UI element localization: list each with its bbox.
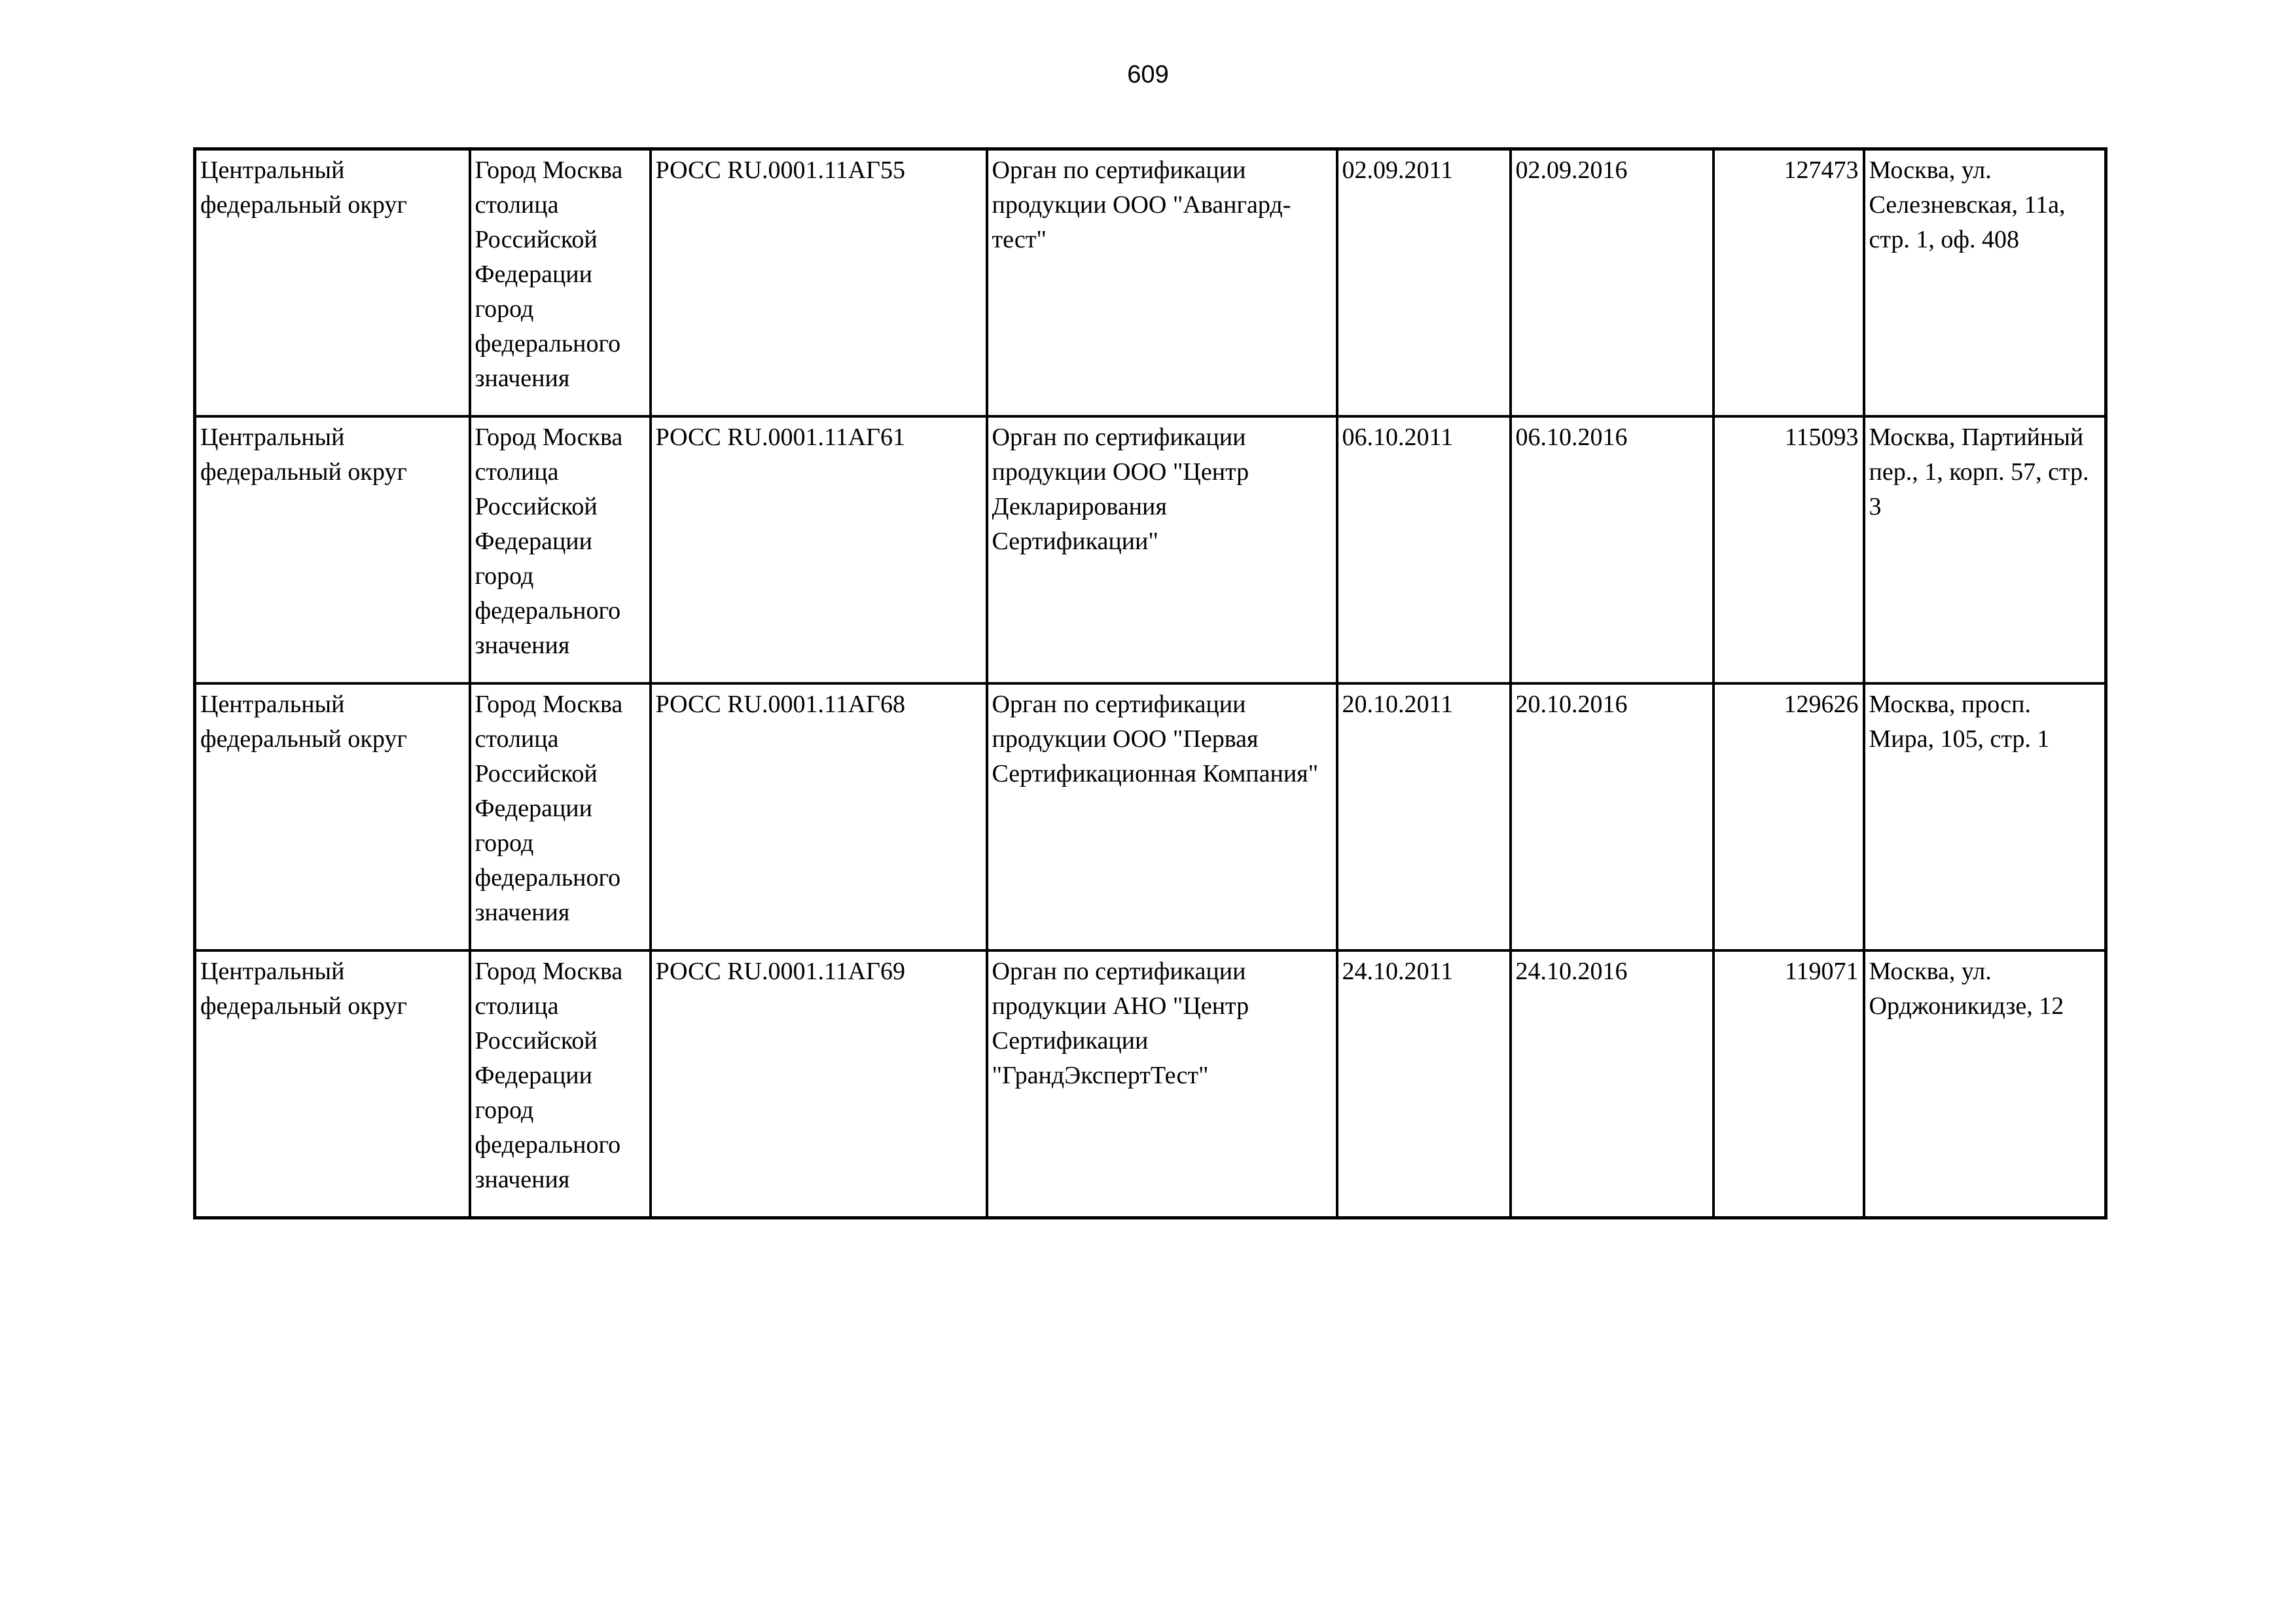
date-from-cell: 06.10.2011 <box>1337 416 1511 683</box>
registration-number-cell: РОСС RU.0001.11АГ55 <box>651 149 987 417</box>
address-cell: Москва, ул. Селезневская, 11а, стр. 1, оф. 408 <box>1864 149 2106 417</box>
postcode-cell: 129626 <box>1713 683 1864 950</box>
certification-bodies-table <box>193 147 2108 1219</box>
registration-number-cell: РОСС RU.0001.11АГ68 <box>651 683 987 950</box>
postcode-cell: 115093 <box>1713 416 1864 683</box>
organization-cell: Орган по сертификации продукции ООО "Авангард-тест" <box>987 149 1337 417</box>
table-row <box>195 149 2106 417</box>
district-cell: Центральный федеральный округ <box>195 950 470 1218</box>
organization-cell: Орган по сертификации продукции АНО "Центр Сертификации "ГрандЭкспертТест" <box>987 950 1337 1218</box>
organization-cell: Орган по сертификации продукции ООО "Центр Декларирования Сертификации" <box>987 416 1337 683</box>
date-to-cell: 06.10.2016 <box>1511 416 1713 683</box>
table-row <box>195 416 2106 683</box>
date-to-cell: 20.10.2016 <box>1511 683 1713 950</box>
address-cell: Москва, Партийный пер., 1, корп. 57, стр. 3 <box>1864 416 2106 683</box>
district-cell: Центральный федеральный округ <box>195 416 470 683</box>
district-cell: Центральный федеральный округ <box>195 149 470 417</box>
page-number: 609 <box>1127 61 1169 88</box>
postcode-cell: 119071 <box>1713 950 1864 1218</box>
table-row <box>195 683 2106 950</box>
postcode-cell: 127473 <box>1713 149 1864 417</box>
date-from-cell: 24.10.2011 <box>1337 950 1511 1218</box>
date-from-cell: 20.10.2011 <box>1337 683 1511 950</box>
region-cell: Город Москва столица Российской Федерации город федерального значения <box>470 416 651 683</box>
table-row <box>195 950 2106 1218</box>
district-cell: Центральный федеральный округ <box>195 683 470 950</box>
registration-number-cell: РОСС RU.0001.11АГ69 <box>651 950 987 1218</box>
date-from-cell: 02.09.2011 <box>1337 149 1511 417</box>
organization-cell: Орган по сертификации продукции ООО "Первая Сертификационная Компания" <box>987 683 1337 950</box>
date-to-cell: 24.10.2016 <box>1511 950 1713 1218</box>
registration-number-cell: РОСС RU.0001.11АГ61 <box>651 416 987 683</box>
region-cell: Город Москва столица Российской Федерации город федерального значения <box>470 149 651 417</box>
address-cell: Москва, ул. Орджоникидзе, 12 <box>1864 950 2106 1218</box>
address-cell: Москва, просп. Мира, 105, стр. 1 <box>1864 683 2106 950</box>
region-cell: Город Москва столица Российской Федерации город федерального значения <box>470 683 651 950</box>
region-cell: Город Москва столица Российской Федерации город федерального значения <box>470 950 651 1218</box>
date-to-cell: 02.09.2016 <box>1511 149 1713 417</box>
